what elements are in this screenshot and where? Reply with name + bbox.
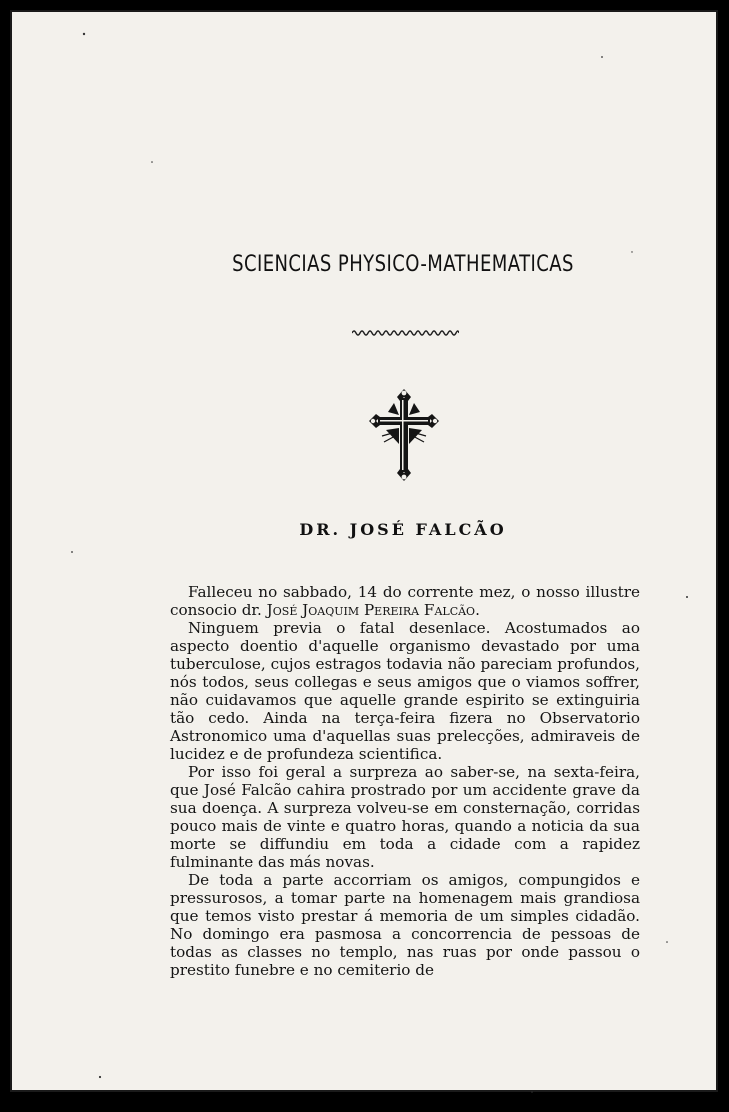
article-title: DR. JOSÉ FALCÃO	[299, 520, 507, 539]
paragraph-1-text: Falleceu no sabbado, 14 do corrente mez, o nosso illustre consocio dr.	[170, 583, 640, 619]
section-title: SCIENCIAS PHYSICO-MATHEMATICAS	[232, 252, 574, 277]
scanned-page	[10, 10, 718, 1092]
paragraph-3: Por isso foi geral a surpreza ao saber-se, na sexta-feira, que José Falcão cahira prostrado por um accidente grave da sua doença. A surpreza volveu-se em consternação, corridas pouco mais de vinte e quatro horas, quando a noticia da sua morte se diffundiu em toda a cidade com a rapidez fulminante das más novas.	[170, 763, 640, 871]
paragraph-1-end: .	[475, 601, 480, 619]
paragraph-4: De toda a parte accorriam os amigos, compungidos e pressurosos, a tomar parte na homenagem mais grandiosa que temos visto prestar á memoria de um simples cidadão. No domingo era pasmosa a concorrencia de pessoas de todas as classes no templo, nas ruas por onde passou o prestito funebre e no cemiterio de	[170, 871, 640, 979]
person-name: José Joaquim Pereira Falcão	[266, 601, 476, 619]
wavy-rule-ornament	[352, 328, 459, 338]
paragraph-2: Ninguem previa o fatal desenlace. Acostumados ao aspecto doentio d'aquelle organismo devastado por uma tuberculose, cujos estragos todavia não pareciam profundos, nós todos, seus collegas e seus amigos que o viamos soffrer, não cuidavamos que aquelle grande espirito se extinguiria tão cedo. Ainda na terça-feira fizera no Observatorio Astronomico uma d'aquellas suas prelecções, admiraveis de lucidez e de profundeza scientifica.	[170, 619, 640, 763]
paragraph-1	[170, 583, 640, 619]
article-body	[170, 583, 640, 979]
ornate-cross-icon	[366, 388, 442, 482]
